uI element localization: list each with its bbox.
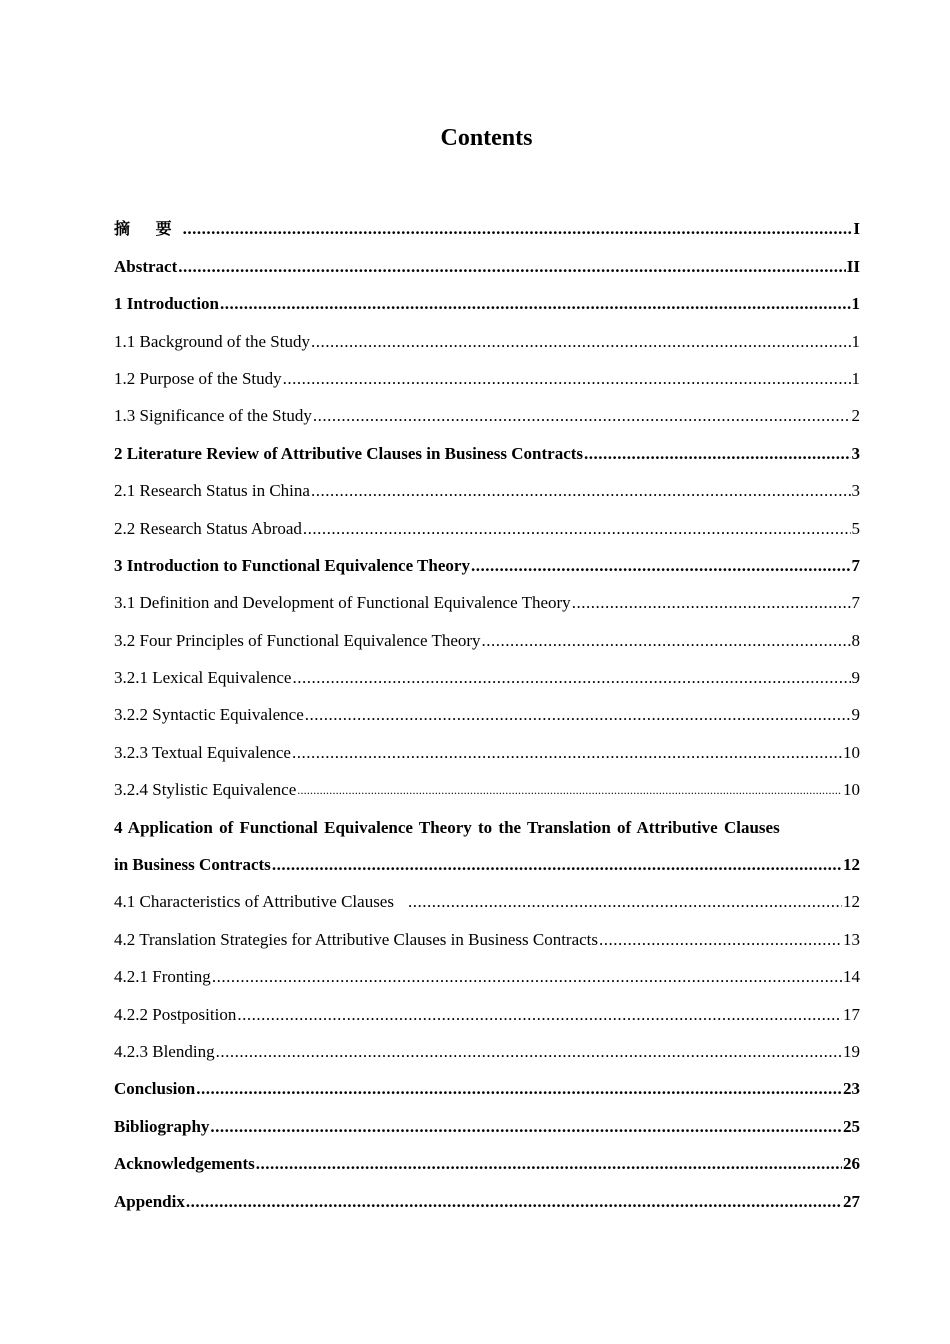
toc-entry-label: Bibliography	[114, 1116, 210, 1136]
toc-entry-page: 17	[843, 1004, 860, 1024]
toc-entry-1-1[interactable]	[114, 316, 860, 353]
dot-leader	[196, 1077, 842, 1101]
toc-entry-4-2[interactable]	[114, 914, 860, 951]
table-of-contents	[114, 204, 860, 1214]
toc-entry-page: 12	[843, 855, 860, 875]
dot-leader	[482, 629, 851, 653]
toc-entry-page: 10	[843, 780, 860, 800]
toc-entry-page: 14	[843, 967, 860, 987]
toc-entry-4-2-3[interactable]	[114, 1027, 860, 1064]
page-title: Contents	[440, 125, 533, 151]
toc-entry-label: 3.2.1 Lexical Equivalence	[114, 668, 292, 688]
toc-entry-page: 1	[851, 331, 860, 351]
dot-leader	[408, 890, 842, 914]
toc-entry-2-1[interactable]	[114, 466, 860, 503]
dot-leader	[599, 928, 842, 952]
dot-leader	[220, 292, 850, 316]
toc-entry-appendix[interactable]	[114, 1176, 860, 1213]
toc-entry-label: 3.2.3 Textual Equivalence	[114, 742, 291, 762]
toc-entry-page: 1	[851, 368, 860, 388]
toc-entry-4-2-2[interactable]	[114, 989, 860, 1026]
toc-entry-4-2-1[interactable]	[114, 952, 860, 989]
dot-leader	[183, 217, 853, 241]
toc-entry-1-3[interactable]	[114, 391, 860, 428]
toc-entry-page: I	[853, 219, 860, 239]
toc-entry-label: 4.1 Characteristics of Attributive Clauses	[114, 892, 394, 912]
dot-leader	[311, 479, 851, 503]
toc-entry-4-1[interactable]	[114, 877, 860, 914]
dot-leader	[313, 404, 851, 428]
dot-leader	[305, 703, 851, 727]
dot-leader	[292, 666, 850, 690]
toc-entry-label: 4.2.3 Blending	[114, 1041, 215, 1061]
dot-leader	[584, 442, 850, 466]
toc-entry-2[interactable]	[114, 428, 860, 465]
toc-entry-bibliography[interactable]	[114, 1101, 860, 1138]
toc-entry-4[interactable]	[114, 802, 860, 877]
dot-leader	[272, 853, 842, 877]
toc-entry-page: 9	[851, 668, 860, 688]
toc-entry-3-2[interactable]	[114, 615, 860, 652]
toc-entry-label: 4.2 Translation Strategies for Attributive Clauses in Business Contracts	[114, 929, 599, 949]
toc-entry-page: 26	[843, 1154, 860, 1174]
toc-entry-page: 7	[851, 555, 860, 575]
toc-entry-label-line2: in Business Contracts	[114, 855, 271, 875]
toc-entry-page: II	[846, 256, 860, 276]
toc-entry-page: 2	[851, 406, 860, 426]
toc-entry-label: Acknowledgements	[114, 1154, 255, 1174]
toc-entry-page: 12	[843, 892, 860, 912]
toc-entry-conclusion[interactable]	[114, 1064, 860, 1101]
toc-entry-label: 2.1 Research Status in China	[114, 481, 310, 501]
toc-entry-label: 3.2 Four Principles of Functional Equivalence Theory	[114, 630, 481, 650]
dot-leader	[256, 1152, 842, 1176]
toc-entry-page: 5	[851, 518, 860, 538]
dot-leader	[216, 1040, 842, 1064]
toc-entry-label: 1 Introduction	[114, 294, 220, 314]
dot-leader	[572, 591, 851, 615]
toc-entry-line2	[114, 840, 860, 877]
dot-leader	[303, 517, 851, 541]
toc-entry-label: 4.2.2 Postposition	[114, 1004, 237, 1024]
toc-entry-page: 9	[851, 705, 860, 725]
toc-entry-page: 23	[843, 1079, 860, 1099]
toc-entry-label: Abstract	[114, 256, 178, 276]
dot-leader	[178, 255, 846, 279]
toc-entry-page: 1	[851, 294, 860, 314]
toc-entry-1-2[interactable]	[114, 354, 860, 391]
toc-entry-page: 25	[843, 1116, 860, 1136]
toc-entry-page: 19	[843, 1041, 860, 1061]
dot-leader	[292, 741, 842, 765]
toc-entry-label: 3 Introduction to Functional Equivalence Theory	[114, 555, 470, 575]
toc-entry-3-2-4[interactable]	[114, 765, 860, 802]
dot-leader	[212, 965, 842, 989]
toc-entry-zhaiyao[interactable]	[114, 204, 860, 241]
dot-leader	[237, 1003, 842, 1027]
toc-entry-label: 1.3 Significance of the Study	[114, 406, 312, 426]
toc-entry-page: 7	[851, 593, 860, 613]
toc-entry-label: 3.1 Definition and Development of Functional Equivalence Theory	[114, 593, 571, 613]
toc-entry-label: 3.2.2 Syntactic Equivalence	[114, 705, 304, 725]
toc-entry-3[interactable]	[114, 541, 860, 578]
toc-entry-label: 4.2.1 Fronting	[114, 967, 211, 987]
toc-entry-label: 摘 要	[114, 219, 182, 239]
dot-leader	[210, 1115, 842, 1139]
dot-leader	[283, 367, 851, 391]
toc-entry-3-2-2[interactable]	[114, 690, 860, 727]
toc-entry-3-2-3[interactable]	[114, 727, 860, 764]
toc-entry-label: 2.2 Research Status Abroad	[114, 518, 302, 538]
toc-entry-page: 10	[843, 742, 860, 762]
toc-entry-page: 13	[843, 929, 860, 949]
toc-entry-label: 2 Literature Review of Attributive Clauses in Business Contracts	[114, 443, 584, 463]
dot-leader	[186, 1190, 842, 1214]
toc-entry-label: Conclusion	[114, 1079, 196, 1099]
toc-entry-page: 3	[851, 443, 860, 463]
toc-entry-abstract[interactable]	[114, 241, 860, 278]
toc-entry-introduction[interactable]	[114, 279, 860, 316]
toc-entry-3-2-1[interactable]	[114, 653, 860, 690]
toc-entry-label: 1.1 Background of the Study	[114, 331, 310, 351]
toc-entry-label: 1.2 Purpose of the Study	[114, 368, 282, 388]
toc-entry-label-line1: 4 Application of Functional Equivalence Theory to the Translation of Attributive Clauses	[114, 817, 780, 837]
toc-entry-label: 3.2.4 Stylistic Equivalence	[114, 780, 297, 800]
toc-entry-page: 27	[843, 1191, 860, 1211]
toc-entry-acknowledgements[interactable]	[114, 1139, 860, 1176]
toc-entry-label: Appendix	[114, 1191, 185, 1211]
dot-leader	[471, 554, 851, 578]
toc-entry-2-2[interactable]	[114, 503, 860, 540]
dot-leader	[297, 778, 842, 802]
toc-entry-3-1[interactable]	[114, 578, 860, 615]
toc-entry-page: 3	[851, 481, 860, 501]
toc-entry-page: 8	[851, 630, 860, 650]
dot-leader	[311, 330, 851, 354]
